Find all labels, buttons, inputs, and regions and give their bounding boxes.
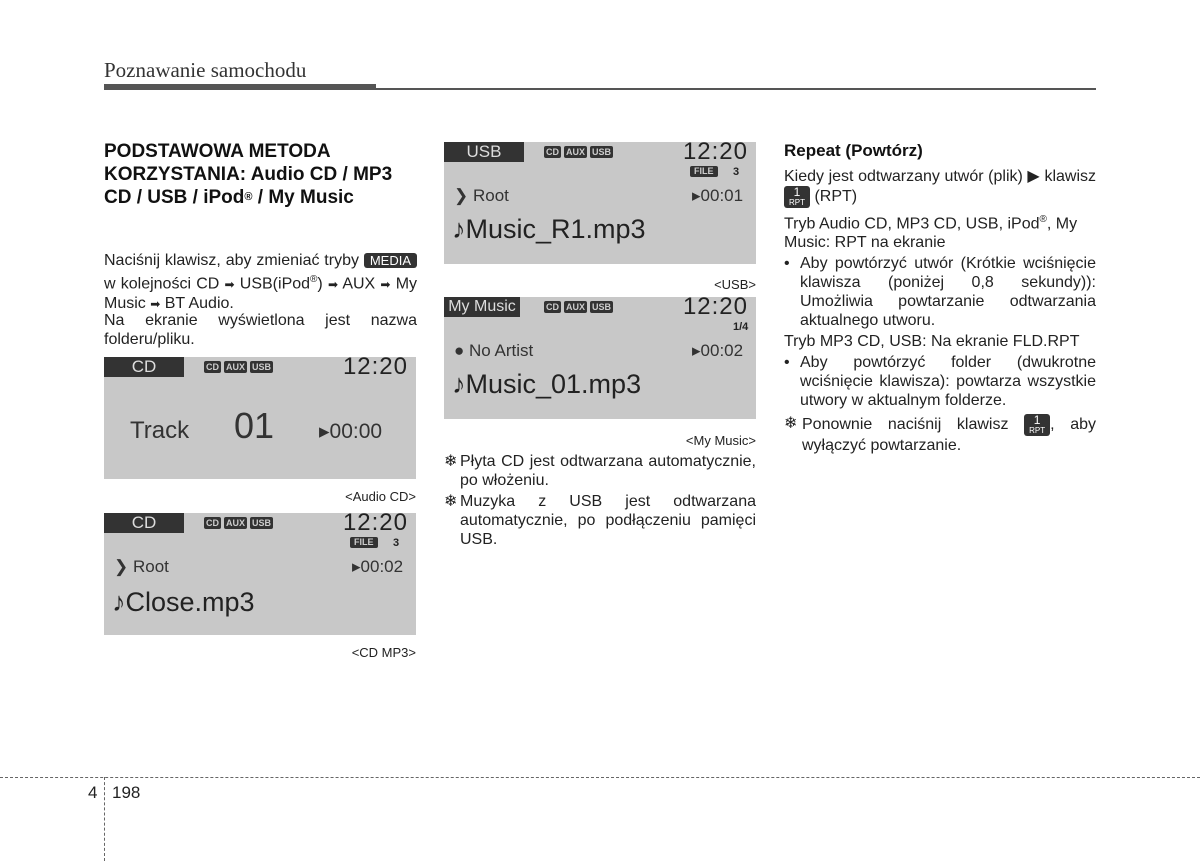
lcd-usb [444,142,756,264]
note-item: ❄ Płyta CD jest odtwarzana automatycznie, po włożeniu. [444,453,756,489]
lcd-song: ♪Close.mp3 [112,587,255,617]
note-icon: ❄ [444,453,458,470]
rpt-key: 1 RPT [784,186,810,208]
repeat-intro: Kiedy jest odtwarzany utwór (plik) ▶ klawisz 1 RPT (RPT) [784,168,1096,207]
lcd-artist: ● No Artist [454,341,534,360]
lcd-clock: 12:20 [342,357,408,380]
bullet-item: • Aby powtórzyć utwór (Krótkie wciśnięcie klawisza (poniżej 0,8 sekundy)): Umożliwia powtarzanie odtwarzania aktualnego utworu. [784,255,1096,330]
music-note-icon: ♪ [112,587,126,617]
note-item: ❄ Muzyka z USB jest odtwarzana automatycznie, po podłączeniu pamięci USB. [444,493,756,548]
note-icon: ❄ [784,415,798,433]
lcd-badges: CD AUX USB [206,518,272,528]
arrow-icon: ➡ [327,277,338,292]
page-number: 198 [112,783,141,802]
arrow-icon: ➡ [150,297,161,312]
folder-icon: ❯ [114,557,133,576]
header-rule-thin [376,88,1096,90]
caption-audio-cd: <Audio CD> [345,489,416,504]
lcd-folder: ❯ Root [114,557,169,576]
folder-icon: ❯ [454,186,473,205]
lcd-clock: 12:20 [682,297,748,320]
play-icon: ▶ [1027,168,1040,185]
repeat-mode-text: Tryb Audio CD, MP3 CD, USB, iPod®, My Music: RPT na ekranie [784,214,1078,252]
lcd-file-number: 1/4 [733,321,749,333]
caption-cd-mp3: <CD MP3> [351,645,416,660]
caption-my-music: <My Music> [685,433,756,448]
page-header-title: Poznawanie samochodu [104,58,307,82]
bullet-item: • Aby powtórzyć folder (dwukrotne wciśnięcie klawisza): powtarza wszystkie utwory w aktualnym folderze. [784,354,1096,410]
note-item: ❄ Ponownie naciśnij klawisz 1 RPT , aby wyłączyć powtarzanie. [784,413,1096,455]
folder-repeat-text: Tryb MP3 CD, USB: Na ekranie FLD.RPT [784,333,1080,351]
lcd-time: ▸00:02 [352,557,404,576]
lcd-folder: ❯ Root [454,186,509,205]
lcd-mode: My Music [444,297,520,317]
lcd-track-number: 01 [234,405,275,446]
lcd-clock: 12:20 [342,513,408,536]
lcd-badges: CD AUX USB [546,302,612,312]
arrow-icon: ➡ [224,277,235,292]
repeat-heading: Repeat (Powtórz) [784,141,923,160]
notes [444,452,756,549]
lcd-cd-mp3 [104,513,416,635]
lcd-badges: CD AUX USB [206,362,272,372]
footer-dashed-rule [0,777,1200,778]
lcd-file-number: 3 [733,166,740,178]
person-icon: ● [454,341,469,360]
lcd-mode: USB [444,142,524,162]
media-paragraph: Naciśnij klawisz, aby zmieniać tryby MEDIA w kolejności CD ➡ USB(iPod®) ➡ AUX ➡ My Music ➡ BT Audio. [104,252,418,313]
lcd-song: ♪Music_R1.mp3 [452,214,646,244]
section-heading: PODSTAWOWA METODA KORZYSTANIA: Audio CD / MP3 CD / USB / iPod® / My Music [104,141,393,208]
lcd-file-number: 3 [393,537,400,549]
arrow-icon: ➡ [380,277,391,292]
chapter-number: 4 [88,783,98,802]
lcd-time: ▸00:00 [319,420,383,443]
lcd-time: ▸00:02 [692,341,744,360]
lcd-mode: CD [104,357,184,377]
lcd-audio-cd [104,357,416,479]
repeat-body [784,167,1096,455]
caption-usb: <USB> [714,277,756,292]
lcd-badges: CD AUX USB [546,147,612,157]
lcd-song: ♪Music_01.mp3 [452,369,642,399]
lcd-my-music [444,297,756,419]
lcd-track-label: Track [130,417,190,444]
music-note-icon: ♪ [452,369,466,399]
note-icon: ❄ [444,493,458,510]
header-rule-thick [104,84,376,90]
lcd-time: ▸00:01 [692,186,744,205]
rpt-key: 1 RPT [1024,414,1050,436]
music-note-icon: ♪ [452,214,466,244]
lcd-clock: 12:20 [682,142,748,165]
lcd-mode: CD [104,513,184,533]
footer-dashed-divider [104,777,105,861]
lcd-file-badge: FILE [690,166,718,177]
folder-paragraph: Na ekranie wyświetlona jest nazwa folderu/pliku. [104,312,417,348]
lcd-file-badge: FILE [350,537,378,548]
media-key: MEDIA [364,253,417,268]
